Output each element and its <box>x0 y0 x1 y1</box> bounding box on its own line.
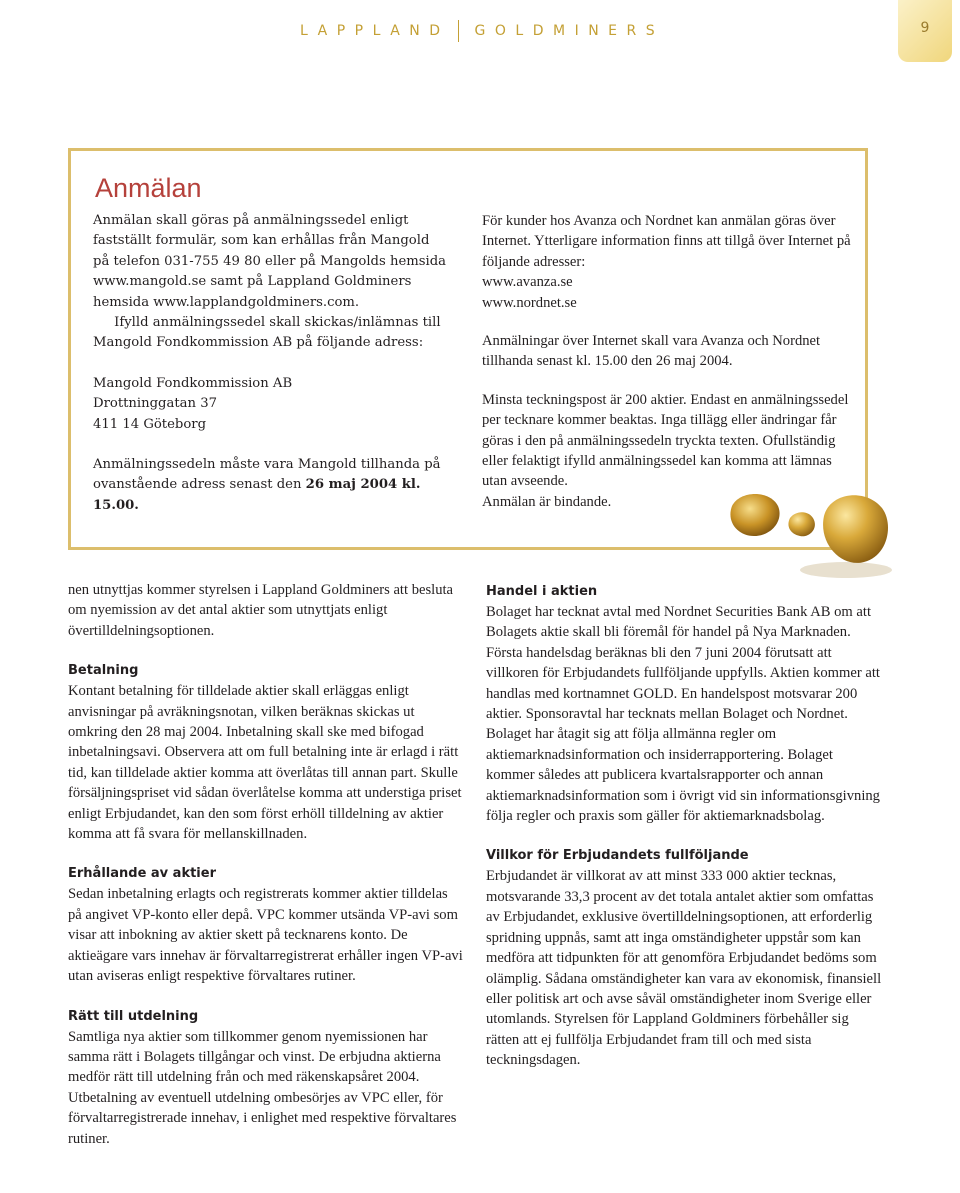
nugget-shadow <box>800 562 892 578</box>
conditions-text: Erbjudandet är villkorat av att minst 333 000 aktier tecknas, motsvarande 33,3 procent av det totala antalet aktier som omfattas av Erbjudandet, exklusive övertilldelningsoptionen, att erforderlig spridning uppnås, samt att inga omständigheter uppstår som kan medföra att tidpunkten för att genomföra Erbjudandet bedöms som olämplig. Sådana omständigheter kan vara av ekonomisk, finansiell eller politisk art och avse såväl omständigheter inom Sverige eller utomlands. Styrelsen för Lappland Goldminers förbehåller sig rätten att ej fullfölja Erbjudandet fram till och med sista teckningsdagen. <box>486 868 882 1069</box>
nugget-medium <box>730 494 779 536</box>
gold-nuggets-image <box>726 478 896 590</box>
nugget-small <box>788 512 814 536</box>
right-text-column <box>486 580 882 1071</box>
url-list <box>482 272 852 313</box>
receipt-heading: Erhållande av aktier <box>68 866 216 882</box>
receipt-text: Sedan inbetalning erlagts och registrerats kommer aktier tilldelas på angivet VP-konto eller depå. VPC kommer utsända VP-avi som visar att inbokning av aktier skett på tecknarens konto. De aktieägare vars innehav är förvaltarregistrerat erhåller ingen VP-avi utan aviseras enligt respektive förvaltares rutiner. <box>68 886 463 985</box>
dividend-text: Samtliga nya aktier som tillkommer genom nyemissionen har samma rätt i Bolagets tillgångar och vinst. De erbjudna aktierna medför rätt till utdelning från och med räkenskapsåret 2004. Utbetalning av eventuell utdelning ombesörjes av VPC eller, för förvaltarregistrerade innehav, i enlighet med respektive förvaltares rutiner. <box>68 1028 457 1147</box>
brand-lappland: LAPPLAND <box>300 23 450 39</box>
brand-divider <box>458 20 459 42</box>
minimum-subscription: Minsta teckningspost är 200 aktier. Endast en anmälningssedel per tecknare kommer beaktas. Inga tillägg eller ändringar får göras i den på anmälningssedeln tryckta texten. Ofullständig eller felaktigt ifylld anmälningssedel kan komma att lämnas utan avseende. <box>482 391 849 490</box>
application-left-column <box>93 211 449 516</box>
address-line: Drottninggatan 37 <box>93 396 217 412</box>
continuation-text: nen utnyttjas kommer styrelsen i Lappland Goldminers att besluta om nyemission av det antal aktier som utnyttjats enligt övertilldelningsoptionen. <box>68 582 454 639</box>
binding-statement: Anmälan är bindande. <box>482 493 612 510</box>
payment-heading: Betalning <box>68 663 139 679</box>
address-line: Mangold Fondkommission AB <box>93 375 293 391</box>
avanza-link[interactable]: www.avanza.se <box>482 274 573 291</box>
brand-goldminers: GOLDMINERS <box>474 23 665 39</box>
page-number-tab <box>898 0 952 62</box>
trading-text: Bolaget har tecknat avtal med Nordnet Securities Bank AB om att Bolagets aktie skall bli föremål för handel på Nya Marknaden. Första handelsdag beräknas bli den 7 juni 2004 förutsatt att villkoren för Erbjudandets fullföljande uppfylls. Aktien kommer att handlas med kortnamnet GOLD. En handelspost motsvarar 200 aktier. Sponsoravtal har tecknats mellan Bolaget och Nordnet. Bolaget har åtagit sig att följa allmänna regler om aktiemarknadsinformation och insiderrapportering. Bolaget kommer således att publicera kvartalsrapporter och annan aktiemarknadsinformation som i övrigt vid sin informationsgivning följa regler och praxis som gäller för aktiemarknadsbolag. <box>486 604 880 825</box>
dividend-heading: Rätt till utdelning <box>68 1008 199 1024</box>
application-intro: Anmälan skall göras på anmälningssedel enligt fastställt formulär, som kan erhållas från Mangold på telefon 031-755 49 80 eller på Mangolds hemsida www.mangold.se samt på Lappland Goldminers hemsida www.lapplandgoldminers.com. <box>93 213 447 310</box>
internet-deadline: Anmälningar över Internet skall vara Avanza och Nordnet tillhanda senast kl. 15.00 den 26 maj 2004. <box>482 333 821 370</box>
deadline-date: 26 maj 2004 kl. 15.00. <box>93 477 421 513</box>
page-number: 9 <box>920 20 930 36</box>
brand-header <box>300 20 720 42</box>
payment-text: Kontant betalning för tilldelade aktier skall erläggas enligt anvisningar på avräkningsnotan, vilken beräknas skickas ut omkring den 28 maj 2004. Inbetalning skall ske med bifogad inbetalningsavi. Observera att om full betalning inte är erlagd i rätt tid, kan tilldelade aktier komma att överlåtas till annan part. Skulle försäljningspriset vid sådan överlåtelse komma att understiga priset enligt Erbjudandet, kan den som först erhöll tilldelning av aktier komma att få svara för mellanskillnaden. <box>68 683 462 843</box>
application-deadline <box>93 455 449 516</box>
trading-heading: Handel i aktien <box>486 584 598 599</box>
deadline-text: Anmälningssedeln måste vara Mangold tillhanda på ovanstående adress senast den <box>93 457 441 493</box>
left-text-column <box>68 580 464 1149</box>
address-line: 411 14 Göteborg <box>93 416 207 432</box>
conditions-heading: Villkor för Erbjudandets fullföljande <box>486 848 749 864</box>
application-instruction: Ifylld anmälningssedel skall skickas/inlämnas till Mangold Fondkommission AB på följande adress: <box>93 315 441 351</box>
nugget-large <box>823 495 888 563</box>
postal-address <box>93 374 449 435</box>
internet-info: För kunder hos Avanza och Nordnet kan anmälan göras över Internet. Ytterligare information finns att tillgå över Internet på följande adresser: <box>482 213 851 270</box>
nordnet-link[interactable]: www.nordnet.se <box>482 294 577 311</box>
application-title: Anmälan <box>95 173 202 203</box>
application-right-column <box>482 211 852 512</box>
